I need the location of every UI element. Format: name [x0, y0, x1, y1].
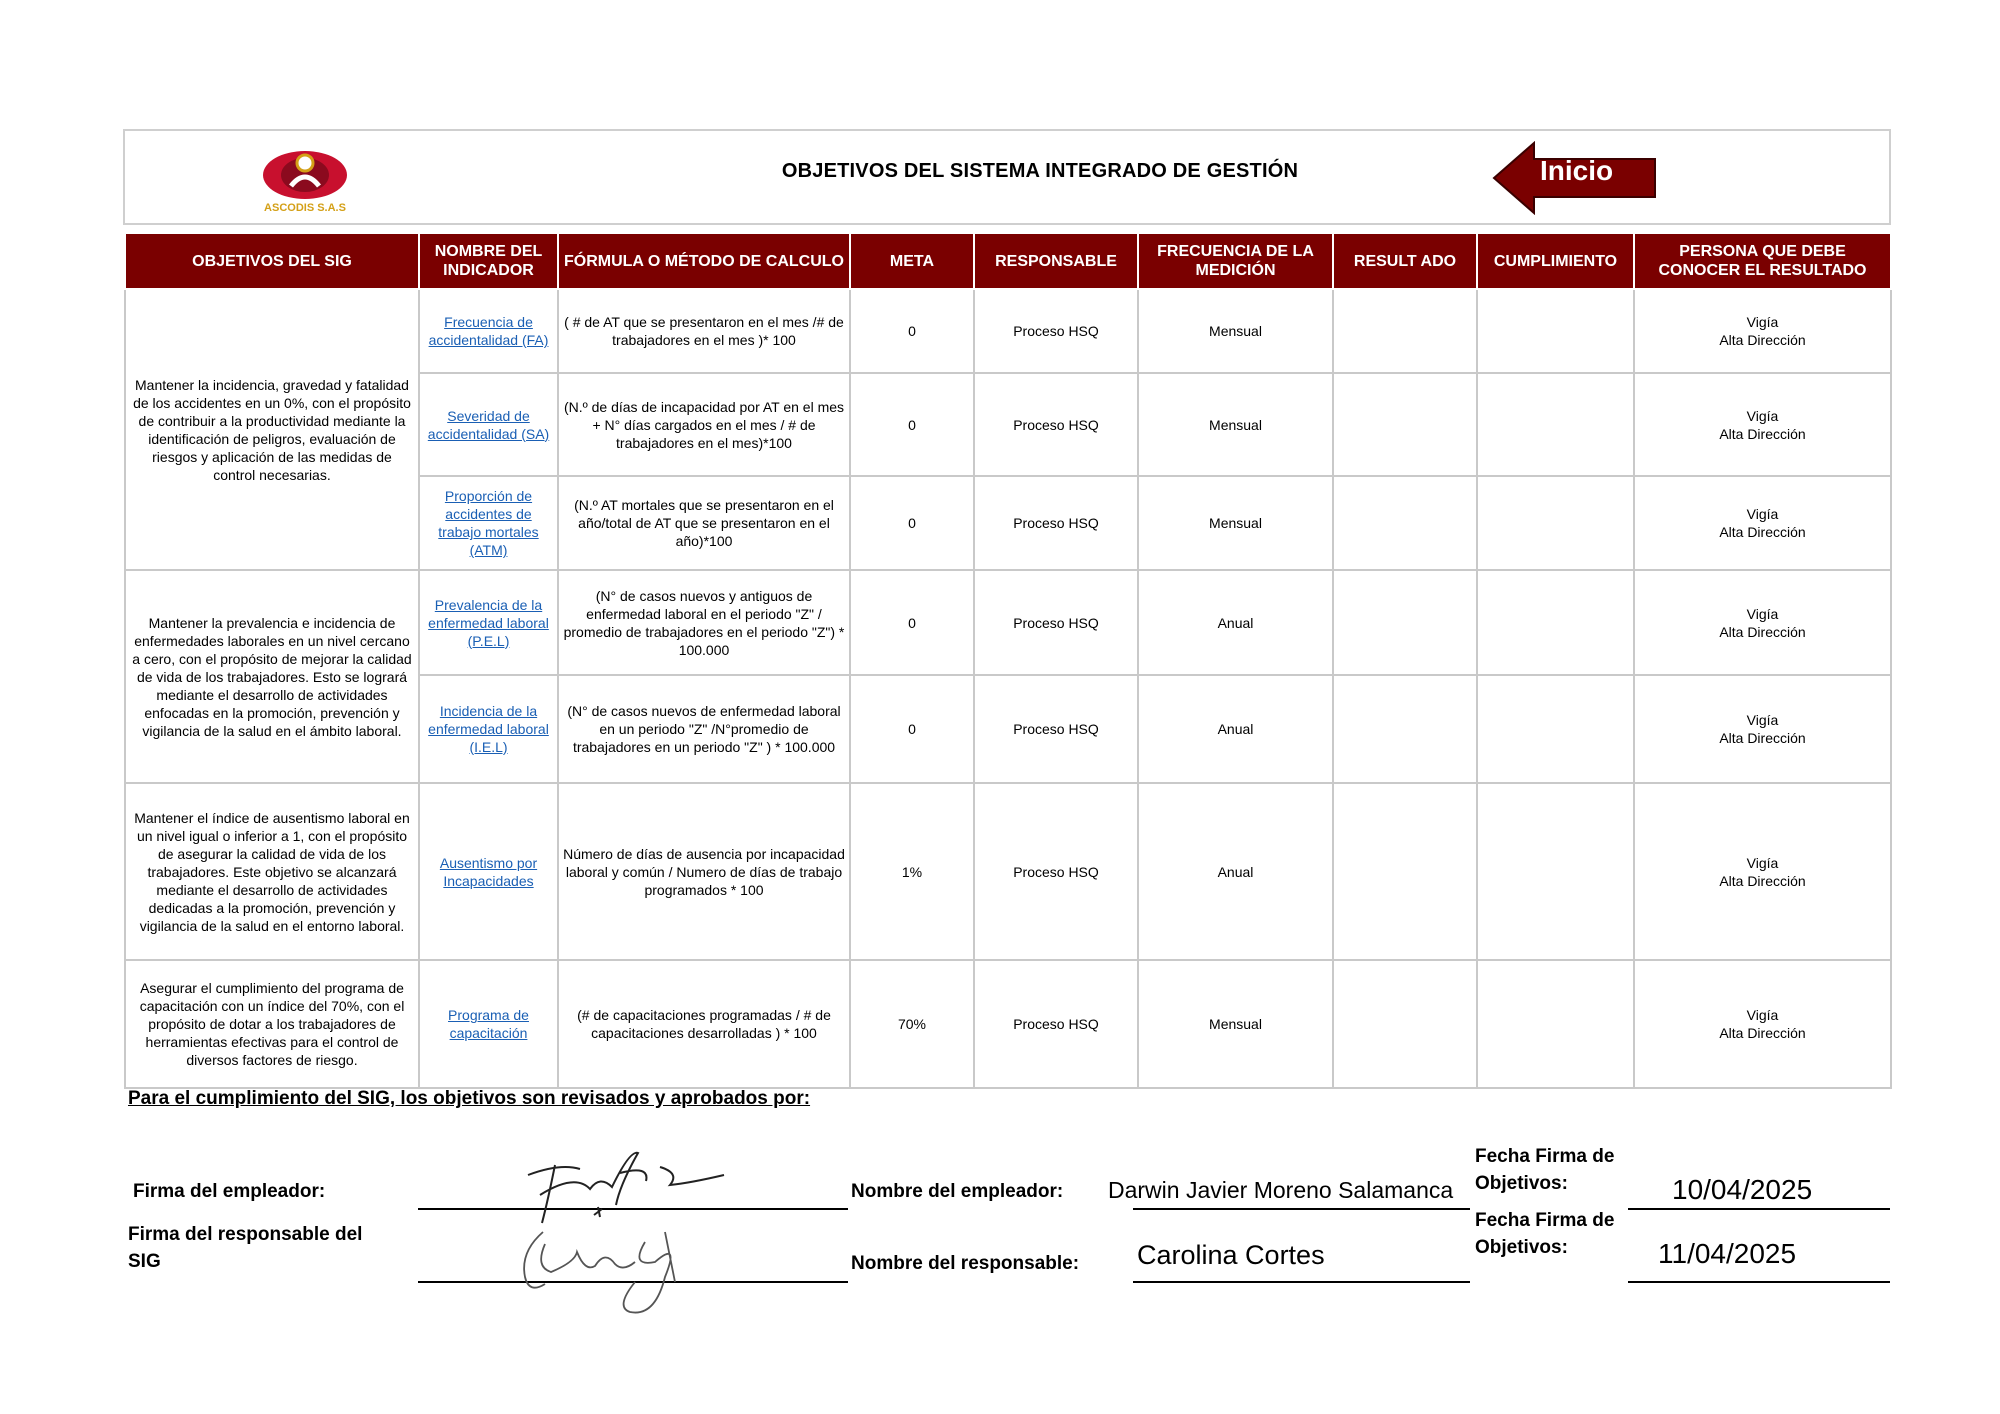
indicator-link[interactable]: Severidad de accidentalidad (SA) — [427, 407, 550, 442]
responsable-cell: Proceso HSQ — [974, 476, 1138, 570]
indicator-link[interactable]: Prevalencia de la enfermedad laboral (P.E.L) — [428, 596, 549, 649]
table-header-row — [125, 233, 1891, 289]
column-header: OBJETIVOS DEL SIG — [125, 233, 419, 289]
column-header: FÓRMULA O MÉTODO DE CALCULO — [558, 233, 850, 289]
resultado-cell[interactable] — [1333, 373, 1477, 476]
formula-cell: (N° de casos nuevos de enfermedad laboral en un periodo "Z" /N°promedio de trabajadores en un periodo "Z" ) * 100.000 — [558, 675, 850, 783]
persona-line: Vigía — [1746, 605, 1779, 622]
formula-cell: (N.º AT mortales que se presentaron en el año/total de AT que se presentaron en el año)*100 — [558, 476, 850, 570]
column-header: META — [850, 233, 974, 289]
persona-cell — [1634, 476, 1891, 570]
column-header: PERSONA QUE DEBE CONOCER EL RESULTADO — [1634, 233, 1891, 289]
nombre-empleador-line — [1133, 1208, 1470, 1210]
formula-cell: (N.º de días de incapacidad por AT en el mes + N° días cargados en el mes / # de trabajadores en el mes)*100 — [558, 373, 850, 476]
column-header: RESULT ADO — [1333, 233, 1477, 289]
fecha-responsable-line — [1628, 1281, 1890, 1283]
persona-line: Vigía — [1746, 506, 1779, 522]
approval-statement: Para el cumplimiento del SIG, los objetivos son revisados y aprobados por: — [128, 1088, 811, 1109]
page-title: OBJETIVOS DEL SISTEMA INTEGRADO DE GESTIÓN — [781, 160, 1299, 182]
frecuencia-cell: Anual — [1138, 570, 1333, 675]
meta-cell: 0 — [850, 675, 974, 783]
objective-cell: Mantener el índice de ausentismo laboral en un nivel igual o inferior a 1, con el propósito de asegurar la calidad de vida de los trabajadores. Este objetivo se alcanzará mediante el desarrollo de actividades dedicadas a la promoción, prevención y vigilancia de la salud en el entorno laboral. — [125, 783, 419, 960]
resultado-cell[interactable] — [1333, 289, 1477, 373]
formula-cell: Número de días de ausencia por incapacidad laboral y común / Numero de días de trabajo programados * 100 — [558, 783, 850, 960]
responsable-cell: Proceso HSQ — [974, 783, 1138, 960]
nombre-empleador-label: Nombre del empleador: — [851, 1181, 1064, 1202]
fecha-empleador-line — [1628, 1208, 1890, 1210]
cumplimiento-cell[interactable] — [1477, 373, 1634, 476]
firma-empleador-label: Firma del empleador: — [133, 1181, 326, 1202]
responsable-cell: Proceso HSQ — [974, 373, 1138, 476]
objective-cell: Mantener la prevalencia e incidencia de enfermedades laborales en un nivel cercano a cero, con el propósito de mejorar la calidad de vida de los trabajadores. Esto se logrará mediante el desarrollo de actividades enfocadas en la promoción, prevención y vigilancia de la salud en el ámbito laboral. — [125, 570, 419, 783]
company-logo-text: ASCODIS S.A.S — [264, 202, 346, 214]
responsable-cell: Proceso HSQ — [974, 289, 1138, 373]
indicator-link[interactable]: Incidencia de la enfermedad laboral (I.E.L) — [428, 703, 549, 755]
formula-cell: ( # de AT que se presentaron en el mes /# de trabajadores en el mes )* 100 — [558, 289, 850, 373]
column-header: NOMBRE DEL INDICADOR — [419, 233, 558, 289]
persona-line: Alta Dirección — [1719, 623, 1806, 640]
column-header: CUMPLIMIENTO — [1477, 233, 1634, 289]
responsable-cell: Proceso HSQ — [974, 960, 1138, 1088]
resultado-cell[interactable] — [1333, 675, 1477, 783]
objective-cell: Mantener la incidencia, gravedad y fatalidad de los accidentes en un 0%, con el propósito de contribuir a la productividad mediante la identificación de peligros, evaluación de riesgos y aplicación de las medidas de control necesarias. — [125, 289, 419, 570]
persona-line: Alta Dirección — [1719, 730, 1806, 746]
persona-line: Alta Dirección — [1719, 425, 1806, 442]
fecha-empleador-value: 10/04/2025 — [1672, 1174, 1813, 1205]
fecha-empleador-label: Fecha Firma de Objetivos: — [1475, 1146, 1615, 1194]
formula-cell: (N° de casos nuevos y antiguos de enfermedad laboral en el periodo "Z" / promedio de trabajadores en el periodo "Z") * 100.000 — [558, 570, 850, 675]
column-header: RESPONSABLE — [974, 233, 1138, 289]
persona-cell — [1634, 570, 1891, 675]
persona-line: Vigía — [1746, 1007, 1779, 1023]
frecuencia-cell: Mensual — [1138, 476, 1333, 570]
meta-cell: 0 — [850, 476, 974, 570]
persona-cell — [1634, 960, 1891, 1088]
meta-cell: 70% — [850, 960, 974, 1088]
empleador-signature-image — [520, 1145, 730, 1230]
resultado-cell[interactable] — [1333, 570, 1477, 675]
objective-cell: Asegurar el cumplimiento del programa de capacitación con un índice del 70%, con el propósito de dotar a los trabajadores de herramientas efectivas para el control de diversos factores de riesgo. — [125, 960, 419, 1088]
persona-cell — [1634, 783, 1891, 960]
persona-line: Vigía — [1746, 314, 1779, 330]
fecha-responsable-label: Fecha Firma de Objetivos: — [1475, 1210, 1615, 1258]
frecuencia-cell: Mensual — [1138, 373, 1333, 476]
persona-line: Vigía — [1746, 854, 1779, 871]
cumplimiento-cell[interactable] — [1477, 783, 1634, 960]
responsable-cell: Proceso HSQ — [974, 570, 1138, 675]
inicio-button[interactable] — [1492, 141, 1657, 215]
nombre-responsable-value: Carolina Cortes — [1137, 1240, 1325, 1270]
resultado-cell[interactable] — [1333, 783, 1477, 960]
meta-cell: 0 — [850, 373, 974, 476]
resultado-cell[interactable] — [1333, 960, 1477, 1088]
cumplimiento-cell[interactable] — [1477, 960, 1634, 1088]
persona-line: Vigía — [1746, 712, 1779, 728]
resultado-cell[interactable] — [1333, 476, 1477, 570]
persona-cell — [1634, 373, 1891, 476]
objectives-table — [124, 232, 1892, 1089]
persona-line: Alta Dirección — [1719, 1025, 1806, 1041]
firma-responsable-label: Firma del responsable del SIG — [128, 1224, 363, 1272]
persona-line: Vigía — [1746, 407, 1779, 424]
meta-cell: 1% — [850, 783, 974, 960]
nombre-responsable-line — [1133, 1281, 1470, 1283]
responsable-cell: Proceso HSQ — [974, 675, 1138, 783]
persona-line: Alta Dirección — [1719, 524, 1806, 540]
fecha-responsable-value: 11/04/2025 — [1658, 1238, 1797, 1269]
indicator-link[interactable]: Programa de capacitación — [448, 1007, 529, 1041]
table-row — [125, 289, 1891, 373]
frecuencia-cell: Anual — [1138, 675, 1333, 783]
indicator-link[interactable]: Proporción de accidentes de trabajo mortales (ATM) — [438, 488, 539, 558]
indicator-link[interactable]: Frecuencia de accidentalidad (FA) — [428, 314, 549, 348]
nombre-responsable-label: Nombre del responsable: — [851, 1253, 1080, 1274]
meta-cell: 0 — [850, 289, 974, 373]
frecuencia-cell: Mensual — [1138, 289, 1333, 373]
cumplimiento-cell[interactable] — [1477, 570, 1634, 675]
meta-cell: 0 — [850, 570, 974, 675]
indicator-link[interactable]: Ausentismo por Incapacidades — [439, 854, 538, 889]
table-row — [125, 960, 1891, 1088]
cumplimiento-cell[interactable] — [1477, 476, 1634, 570]
table-row — [125, 570, 1891, 675]
responsable-signature-image — [515, 1222, 715, 1322]
column-header: FRECUENCIA DE LA MEDICIÓN — [1138, 233, 1333, 289]
formula-cell: (# de capacitaciones programadas / # de capacitaciones desarrolladas ) * 100 — [558, 960, 850, 1088]
persona-line: Alta Dirección — [1719, 872, 1806, 889]
persona-line: Alta Dirección — [1719, 332, 1806, 348]
table-row — [125, 783, 1891, 960]
cumplimiento-cell[interactable] — [1477, 289, 1634, 373]
frecuencia-cell: Mensual — [1138, 960, 1333, 1088]
frecuencia-cell: Anual — [1138, 783, 1333, 960]
persona-cell — [1634, 289, 1891, 373]
cumplimiento-cell[interactable] — [1477, 675, 1634, 783]
inicio-button-label: Inicio — [1540, 155, 1614, 186]
company-logo — [255, 148, 355, 214]
persona-cell — [1634, 675, 1891, 783]
nombre-empleador-value: Darwin Javier Moreno Salamanca — [1108, 1177, 1454, 1203]
